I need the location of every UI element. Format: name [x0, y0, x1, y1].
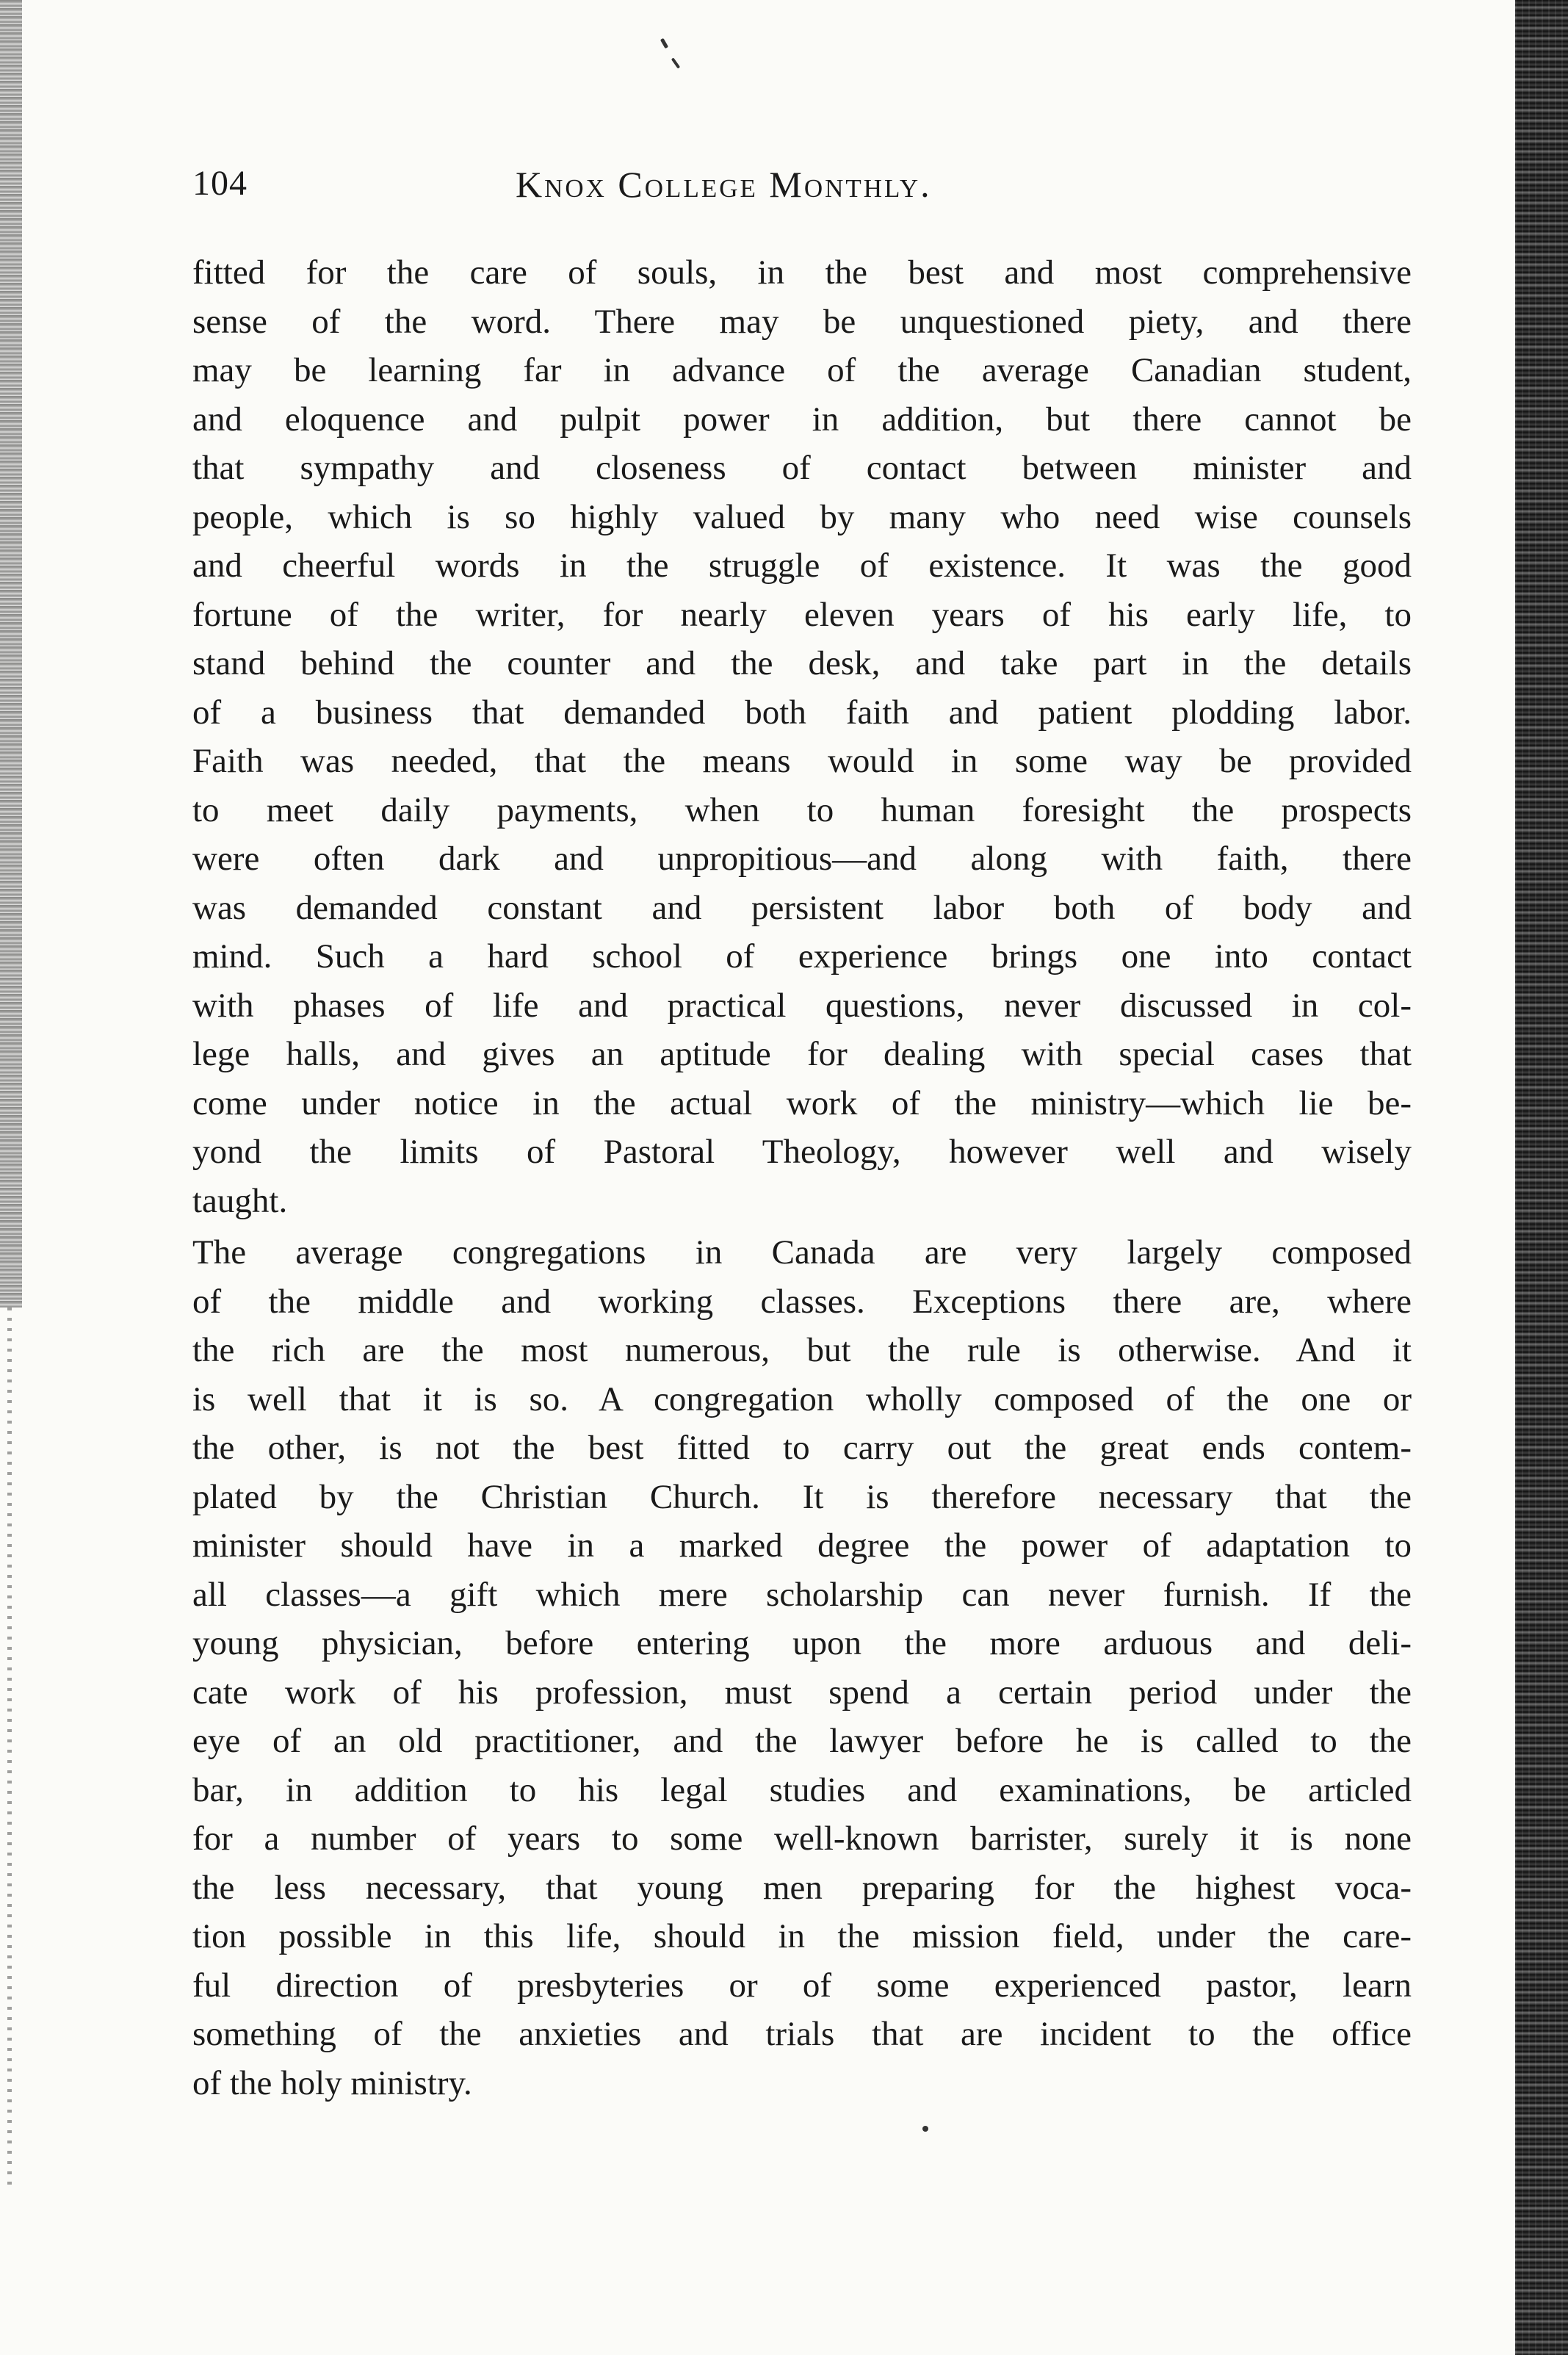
- text-line: lege halls, and gives an aptitude for dealing with special cases that: [192, 1035, 1412, 1073]
- binding-edge-marks: [7, 1308, 12, 2189]
- scan-speck: [660, 38, 668, 49]
- text-line: sense of the word. There may be unquestioned piety, and there: [192, 302, 1412, 341]
- text-line: of the middle and working classes. Exceptions there are, where: [192, 1282, 1412, 1321]
- text-line: of the holy ministry.: [192, 2063, 472, 2102]
- text-line: the less necessary, that young men preparing for the highest voca-: [192, 1868, 1412, 1907]
- paragraph: [192, 1228, 1412, 2107]
- scan-speck: [671, 57, 680, 68]
- article-body: [192, 248, 1412, 2107]
- text-line: were often dark and unpropitious—and along with faith, there: [192, 840, 1412, 878]
- text-line: yond the limits of Pastoral Theology, however well and wisely: [192, 1133, 1412, 1171]
- text-line: mind. Such a hard school of experience brings one into contact: [192, 937, 1412, 975]
- text-line: eye of an old practitioner, and the lawyer before he is called to the: [192, 1722, 1412, 1760]
- page-header: [192, 163, 1412, 222]
- text-line: and cheerful words in the struggle of existence. It was the good: [192, 547, 1412, 585]
- text-line: bar, in addition to his legal studies and examinations, be articled: [192, 1770, 1412, 1809]
- text-line: of a business that demanded both faith and patient plodding labor.: [192, 693, 1412, 732]
- text-line: tion possible in this life, should in the mission field, under the care-: [192, 1917, 1412, 1955]
- text-line: to meet daily payments, when to human foresight the prospects: [192, 790, 1412, 829]
- text-line: with phases of life and practical questions, never discussed in col-: [192, 986, 1412, 1025]
- text-line: the other, is not the best fitted to carry out the great ends contem-: [192, 1429, 1412, 1467]
- binding-edge-shadow: [0, 0, 22, 1308]
- text-line: young physician, before entering upon the more arduous and deli-: [192, 1624, 1412, 1662]
- text-line: people, which is so highly valued by many who need wise counsels: [192, 497, 1412, 536]
- text-line: the rich are the most numerous, but the rule is otherwise. And it: [192, 1331, 1412, 1369]
- text-line: come under notice in the actual work of the ministry—which lie be-: [192, 1083, 1412, 1122]
- text-line: something of the anxieties and trials that are incident to the office: [192, 2015, 1412, 2053]
- text-line: was demanded constant and persistent labor both of body and: [192, 888, 1412, 927]
- running-title: Knox College Monthly.: [516, 164, 932, 205]
- page-number: 104: [192, 164, 248, 203]
- text-line: taught.: [192, 1181, 288, 1220]
- text-line: is well that it is so. A congregation wholly composed of the one or: [192, 1380, 1412, 1418]
- text-line: cate work of his profession, must spend a certain period under the: [192, 1673, 1412, 1712]
- text-line: may be learning far in advance of the average Canadian student,: [192, 351, 1412, 389]
- page-edge-grain: [1515, 0, 1568, 2355]
- text-line: stand behind the counter and the desk, and take part in the details: [192, 644, 1412, 682]
- text-line: all classes—a gift which mere scholarship can never furnish. If the: [192, 1575, 1412, 1614]
- scan-speck: [922, 2126, 928, 2132]
- text-line: ful direction of presbyteries or of some experienced pastor, learn: [192, 1966, 1412, 2005]
- paragraph: [192, 248, 1412, 1225]
- text-line: plated by the Christian Church. It is therefore necessary that the: [192, 1477, 1412, 1516]
- text-line: fitted for the care of souls, in the best and most comprehensive: [192, 253, 1412, 292]
- text-line: The average congregations in Canada are very largely composed: [192, 1233, 1412, 1272]
- text-line: fortune of the writer, for nearly eleven years of his early life, to: [192, 595, 1412, 634]
- text-line: minister should have in a marked degree the power of adaptation to: [192, 1526, 1412, 1565]
- text-line: Faith was needed, that the means would in some way be provided: [192, 742, 1412, 780]
- text-line: and eloquence and pulpit power in addition, but there cannot be: [192, 400, 1412, 439]
- text-line: for a number of years to some well-known barrister, surely it is none: [192, 1820, 1412, 1858]
- text-line: that sympathy and closeness of contact between minister and: [192, 449, 1412, 487]
